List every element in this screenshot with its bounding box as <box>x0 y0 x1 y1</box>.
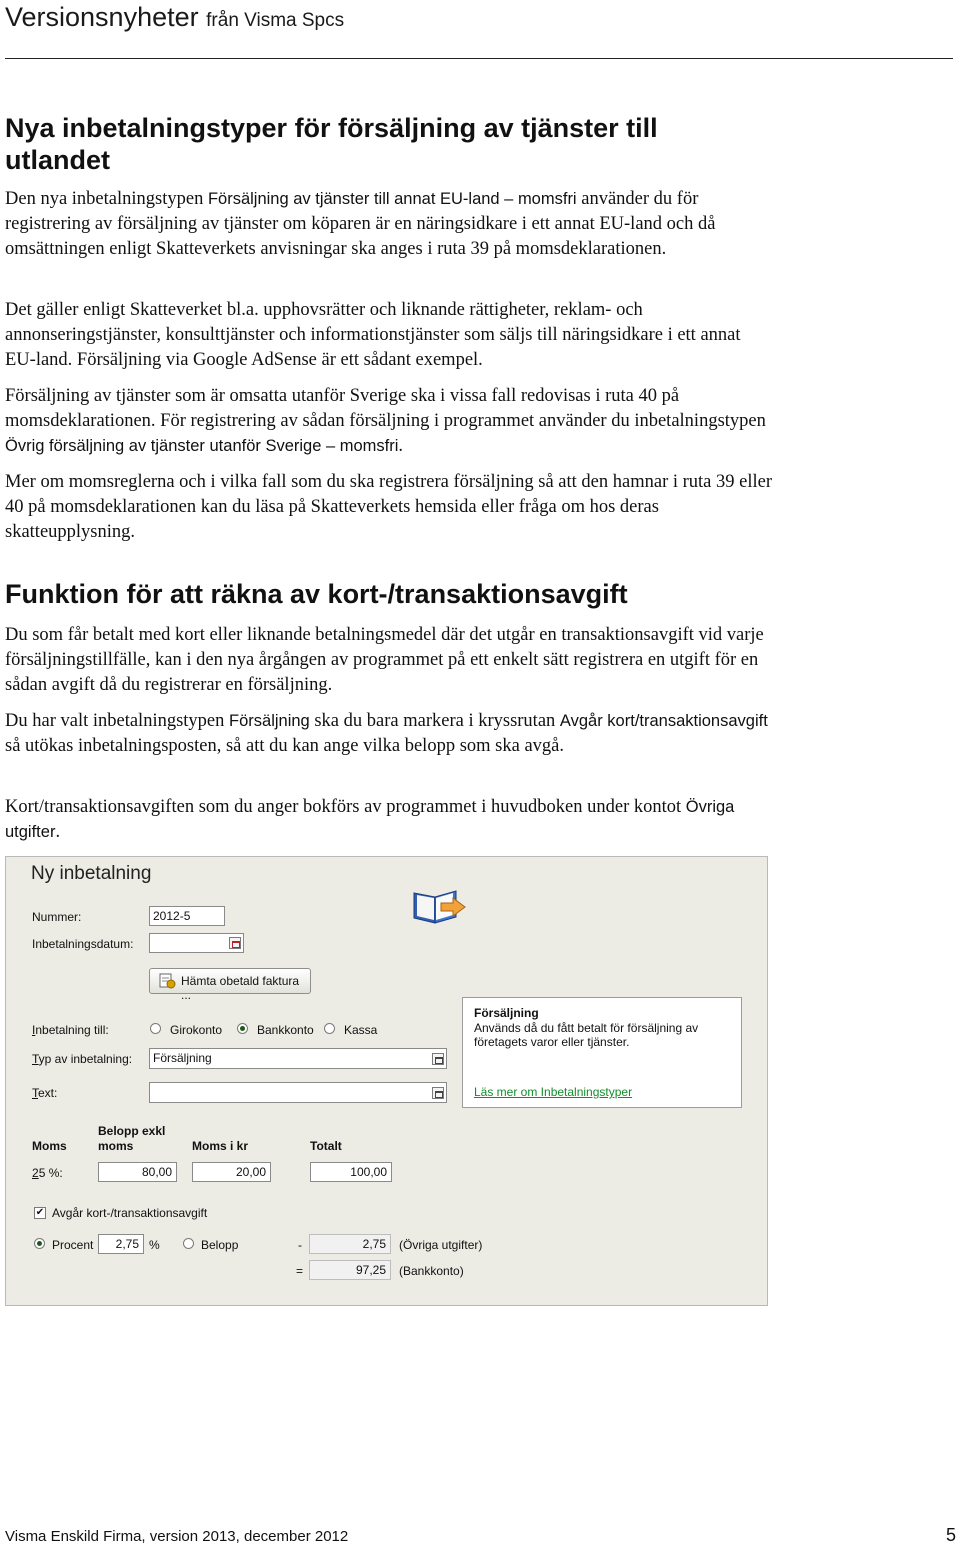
s2p3-text-b: . <box>55 822 61 842</box>
bankkonto-label: Bankkonto <box>257 1023 314 1037</box>
dialog-title: Ny inbetalning <box>31 863 152 884</box>
section1-paragraph-1 <box>5 187 775 262</box>
kassa-label: Kassa <box>344 1023 378 1037</box>
s2p3-ui-term: Övriga utgifter <box>5 798 735 841</box>
text-label: Text: <box>32 1086 58 1100</box>
procent-field[interactable]: 2,75 <box>98 1234 144 1254</box>
p3-text-a: Försäljning av tjänster som är omsatta utanför Sverige ska i vissa fall redovisas i ruta 40 på momsdeklarationen. För registrering av sådan försäljning i programmet använder du inbetalningstypen <box>5 386 766 431</box>
section2-paragraph-3 <box>5 795 775 845</box>
header-title-text: Versionsnyheter <box>5 2 199 32</box>
text-picker-icon[interactable] <box>432 1087 444 1099</box>
equals-sign: = <box>296 1264 304 1278</box>
inbetalningsdatum-label: Inbetalningsdatum: <box>32 937 134 951</box>
book-icon <box>411 887 467 925</box>
totalt-field[interactable]: 100,00 <box>310 1162 392 1182</box>
percent-sign: % <box>149 1238 160 1252</box>
net-account-label: (Bankkonto) <box>399 1264 464 1278</box>
moms-kr-field[interactable]: 20,00 <box>192 1162 271 1182</box>
belopp-radio[interactable] <box>183 1238 194 1249</box>
girokonto-radio[interactable] <box>150 1023 161 1034</box>
checkmark-icon: ✔ <box>35 1207 45 1218</box>
header-divider <box>5 58 953 59</box>
info-box-text: Används då du fått betalt för försäljning av företagets varor eller tjänster. <box>474 1021 699 1049</box>
s2p2-ui-term-2: Avgår kort/transaktionsavgift <box>559 712 768 730</box>
fee-amount-field: 2,75 <box>309 1234 391 1254</box>
s2p2-text-c: så utökas inbetalningsposten, så att du kan ange vilka belopp som ska avgå. <box>5 736 564 756</box>
p1-text-b: använder du för registrering av försäljning av tjänster om köparen är en näringsidkare i ett annat EU-land och då omsättningen enligt Skatteverkets anvisningar ska anges i ruta 39 på momsdeklarationen. <box>5 189 716 259</box>
s2p2-text-a: Du har valt inbetalningstypen <box>5 711 230 731</box>
belopp-radio-label: Belopp <box>201 1238 239 1252</box>
invoice-icon <box>159 973 176 989</box>
list-picker-icon[interactable] <box>432 1053 444 1065</box>
p1-ui-term: Försäljning av tjänster till annat EU-land – momsfri <box>207 190 577 208</box>
section2-paragraph-1: Du som får betalt med kort eller liknande betalningsmedel där det utgår en transaktionsavgift vid varje försäljningstillfälle, kan i den nya årgången av programmet på ett enkelt sätt registrera en utgift för en sådan avgift då du registrerar en försäljning. <box>5 625 764 695</box>
procent-label: Procent <box>52 1238 94 1252</box>
moms-i-kr-column-header: Moms i kr <box>192 1139 249 1153</box>
inbetalning-till-label: Inbetalning till: <box>32 1023 109 1037</box>
s2p3-text-a: Kort/transaktionsavgiften som du anger bokförs av programmet i huvudboken under kontot <box>5 797 686 817</box>
fetch-button-label: Hämta obetald faktura ... <box>181 974 300 1002</box>
s2p2-text-b: ska du bara markera i kryssrutan <box>309 711 560 731</box>
fee-account-label: (Övriga utgifter) <box>399 1238 483 1252</box>
s2p2-ui-term-1: Försäljning <box>229 712 310 730</box>
section1-paragraph-3 <box>5 384 775 459</box>
section2-heading: Funktion för att räkna av kort-/transaktionsavgift <box>5 579 628 609</box>
nummer-field[interactable]: 2012-5 <box>149 906 225 926</box>
net-amount-field: 97,25 <box>309 1260 391 1280</box>
section1-heading: Nya inbetalningstyper för försäljning av tjänster till utlandet <box>5 113 658 175</box>
section1-paragraph-4: Mer om momsreglerna och i vilka fall som du ska registrera försäljning så att den hamnar i ruta 39 eller 40 på momsdeklarationen kan du läsa på Skatteverkets hemsida eller fråga om hos deras skatteupplysning. <box>5 472 773 542</box>
fetch-unpaid-invoice-button[interactable] <box>149 968 311 1002</box>
typ-av-inbetalning-label: Typ av inbetalning: <box>32 1052 133 1066</box>
header-subtitle-text: från Visma Spcs <box>206 10 345 31</box>
fee-checkbox-label: Avgår kort-/transaktionsavgift <box>52 1206 208 1220</box>
page-number: 5 <box>945 1525 956 1545</box>
info-box-title: Försäljning <box>474 1006 539 1020</box>
typ-av-inbetalning-field[interactable]: Försäljning <box>149 1048 447 1069</box>
nummer-label: Nummer: <box>32 910 82 924</box>
p1-text-a: Den nya inbetalningstypen <box>5 189 208 209</box>
section1-paragraph-2: Det gäller enligt Skatteverket bl.a. upphovsrätter och liknande rättigheter, reklam- och annonseringstjänster, konsulttjänster och informationstjänster som säljs till näringsidkare i ett annat EU-land. Försäljning via Google AdSense är ett sådant exempel. <box>5 300 741 370</box>
fee-checkbox[interactable] <box>34 1207 46 1219</box>
belopp-column-header: Belopp exkl moms <box>98 1124 166 1153</box>
kassa-radio[interactable] <box>324 1023 335 1034</box>
totalt-column-header: Totalt <box>310 1139 342 1153</box>
moms-column-header: Moms <box>32 1139 67 1153</box>
p3-ui-term: Övrig försäljning av tjänster utanför Sverige – momsfri <box>5 437 399 455</box>
info-box <box>462 997 742 1108</box>
footer-text: Visma Enskild Firma, version 2013, december 2012 <box>5 1528 349 1545</box>
girokonto-label: Girokonto <box>170 1023 223 1037</box>
text-field[interactable] <box>149 1082 447 1103</box>
minus-sign: - <box>298 1238 302 1252</box>
page-header-title <box>5 2 344 33</box>
procent-radio[interactable] <box>34 1238 45 1249</box>
p3-text-b: . <box>398 436 404 456</box>
calendar-icon[interactable] <box>229 937 241 949</box>
section2-paragraph-2 <box>5 709 775 759</box>
moms-rate-label: 25 %: <box>32 1166 63 1180</box>
read-more-link[interactable]: Läs mer om Inbetalningstyper <box>474 1085 633 1099</box>
bankkonto-radio[interactable] <box>237 1023 248 1034</box>
ny-inbetalning-screenshot <box>5 856 768 1306</box>
belopp-field[interactable]: 80,00 <box>98 1162 177 1182</box>
